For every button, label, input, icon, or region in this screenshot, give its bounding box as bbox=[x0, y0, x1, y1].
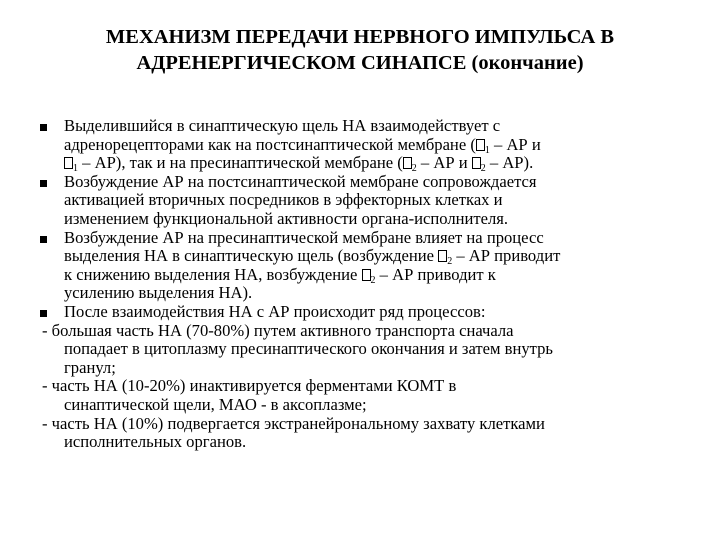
text-line: активацией вторичных посредников в эффекторных клетках и bbox=[64, 190, 503, 210]
text-line: попадает в цитоплазму пресинаптического окончания и затем внутрь bbox=[64, 339, 554, 359]
dash-item-1 bbox=[36, 322, 696, 378]
text-line: - часть НА (10-20%) инактивируется ферментами КОМТ в bbox=[42, 376, 457, 396]
text-line: изменением функциональной активности органа-исполнителя. bbox=[64, 208, 509, 228]
text-line: Возбуждение АР на постсинаптической мембране сопровождается bbox=[64, 171, 537, 191]
text-fragment: – АР приводит bbox=[452, 246, 561, 266]
subscript: 2 bbox=[411, 163, 417, 175]
bullet-item-3 bbox=[36, 229, 696, 303]
text-line bbox=[36, 247, 696, 266]
text-line: усилению выделения НА). bbox=[64, 283, 253, 303]
dash-item-3 bbox=[36, 415, 696, 452]
bullet-item-2 bbox=[36, 173, 696, 229]
slide-title bbox=[40, 24, 680, 76]
missing-glyph-icon bbox=[64, 157, 73, 169]
square-bullet-icon bbox=[40, 124, 47, 131]
text-line: - часть НА (10%) подвергается экстранейрональному захвату клетками bbox=[42, 413, 545, 433]
text-line: После взаимодействия НА с АР происходит ряд процессов: bbox=[64, 301, 486, 321]
text-fragment: – АР и bbox=[416, 153, 472, 173]
missing-glyph-icon bbox=[438, 250, 447, 262]
text-fragment: к снижению выделения НА, возбуждение bbox=[64, 264, 362, 284]
slide-body bbox=[36, 117, 696, 452]
subscript: 1 bbox=[73, 163, 78, 175]
bullet-item-4 bbox=[36, 303, 696, 322]
square-bullet-icon bbox=[40, 310, 47, 317]
dash-item-2 bbox=[36, 377, 696, 414]
title-line-2: АДРЕНЕРГИЧЕСКОМ СИНАПСЕ (окончание) bbox=[136, 52, 584, 74]
title-line-1: МЕХАНИЗМ ПЕРЕДАЧИ НЕРВНОГО ИМПУЛЬСА В bbox=[105, 26, 615, 48]
text-line: Выделившийся в синаптическую щель НА взаимодействует с bbox=[64, 116, 501, 135]
text-line bbox=[36, 154, 696, 173]
text-line: - большая часть НА (70-80%) путем активного транспорта сначала bbox=[42, 320, 514, 340]
subscript: 2 bbox=[480, 163, 486, 175]
text-fragment: – АР), так и на пресинаптической мембране ( bbox=[78, 153, 403, 173]
subscript: 2 bbox=[447, 256, 453, 268]
subscript: 1 bbox=[484, 144, 490, 156]
text-line bbox=[36, 136, 696, 155]
bullet-item-1 bbox=[36, 117, 696, 173]
text-fragment: – АР приводит к bbox=[375, 264, 496, 284]
text-line: гранул; bbox=[64, 357, 116, 377]
missing-glyph-icon bbox=[403, 157, 412, 169]
text-line: исполнительных органов. bbox=[64, 432, 247, 452]
text-fragment: – АР и bbox=[489, 134, 541, 154]
text-line: синаптической щели, МАО - в аксоплазме; bbox=[64, 394, 367, 414]
text-fragment: выделения НА в синаптическую щель (возбуждение bbox=[64, 246, 439, 266]
text-line bbox=[36, 266, 696, 285]
missing-glyph-icon bbox=[362, 269, 371, 281]
text-fragment: адренорецепторами как на постсинаптической мембране ( bbox=[64, 134, 476, 154]
text-fragment: – АР). bbox=[485, 153, 534, 173]
subscript: 2 bbox=[370, 274, 376, 286]
missing-glyph-icon bbox=[476, 139, 485, 151]
text-line: Возбуждение АР на пресинаптической мембране влияет на процесс bbox=[64, 227, 544, 247]
square-bullet-icon bbox=[40, 180, 47, 187]
missing-glyph-icon bbox=[472, 157, 481, 169]
square-bullet-icon bbox=[40, 236, 47, 243]
